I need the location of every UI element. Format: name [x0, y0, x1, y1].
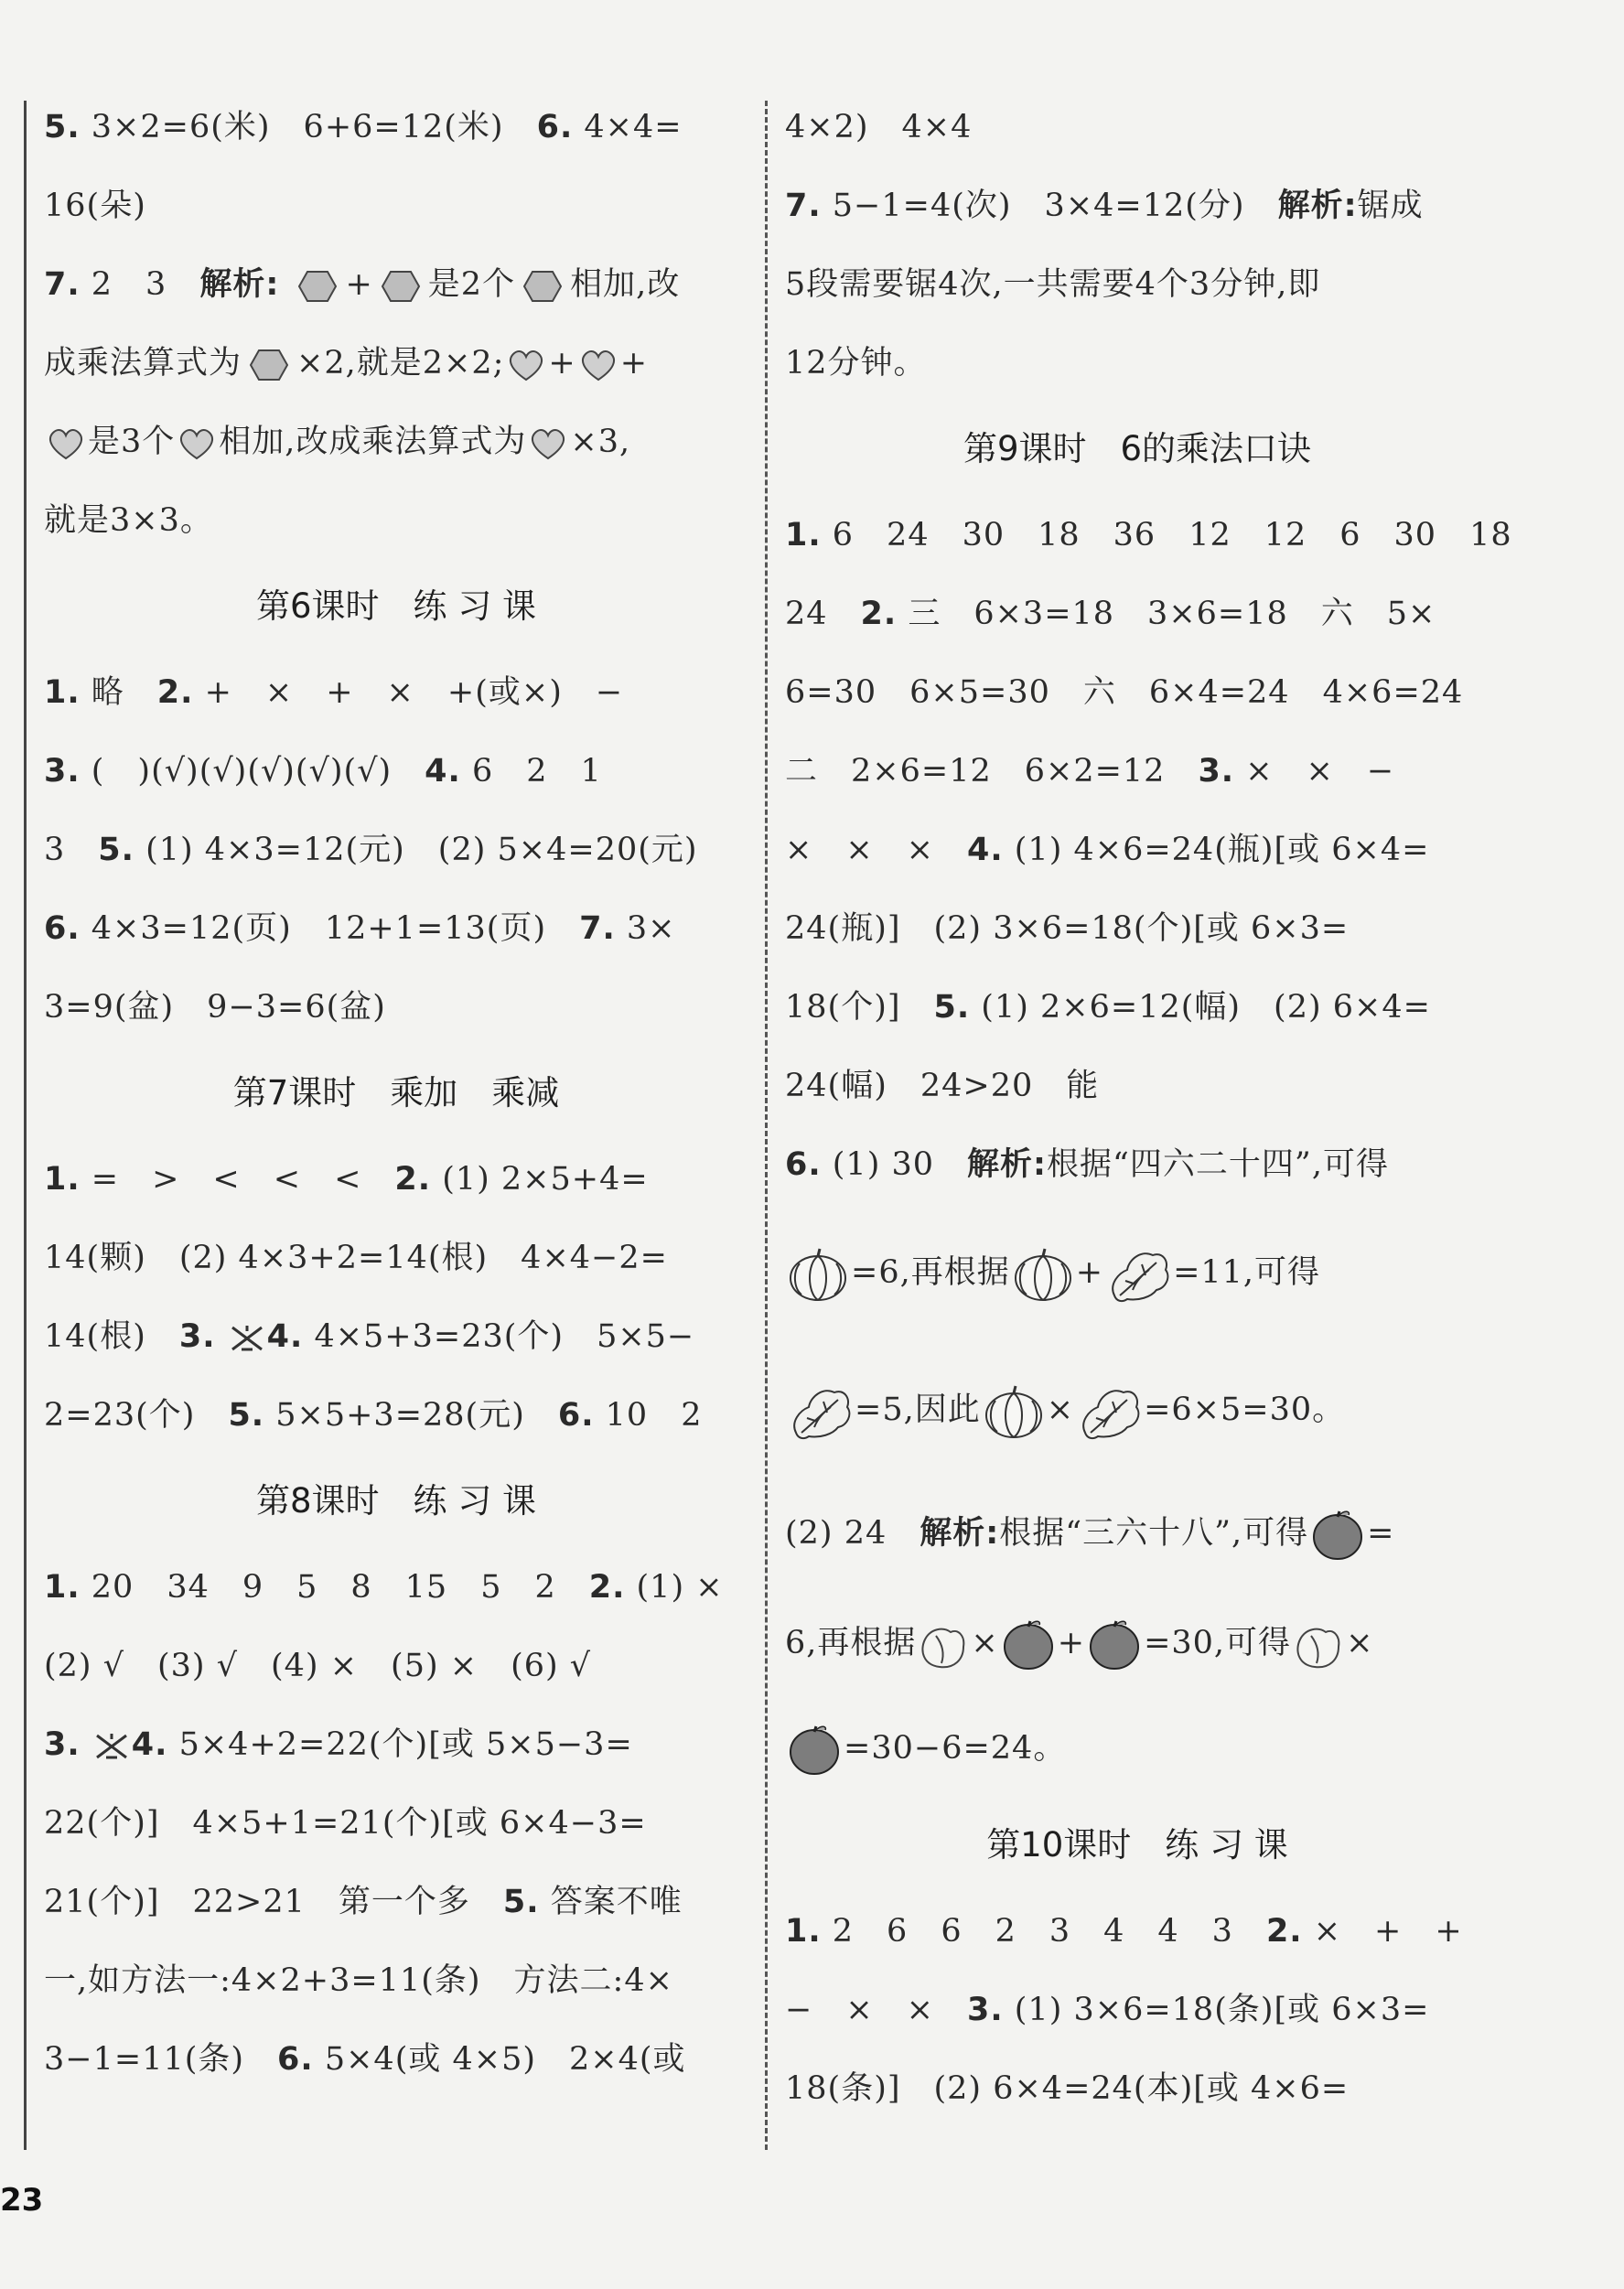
- answer-line: 2=23(个) 5. 5×5+3=28(元) 6. 10 2: [44, 1397, 703, 1434]
- answer-line: 6. (1) 30 解析:根据“四六二十四”,可得: [785, 1146, 1389, 1183]
- answer-line: 21(个)] 22>21 第一个多 5. 答案不唯: [44, 1884, 683, 1920]
- answer-line: 14(颗) (2) 4×3+2=14(根) 4×4−2=: [44, 1240, 668, 1276]
- section-title-lesson-8: 第8课时 练 习 课: [255, 1481, 537, 1521]
- apple-icon: [1310, 1510, 1365, 1561]
- answer-line: 成乘法算式为 ×2,就是2×2; + +: [44, 345, 649, 382]
- answer-line: 18(条)] (2) 6×4=24(本)[或 4×6=: [785, 2070, 1350, 2107]
- matching-lines-icon: [229, 1322, 265, 1355]
- heart-icon: [46, 425, 86, 462]
- answer-line: 6=30 6×5=30 六 6×4=24 4×6=24: [785, 674, 1464, 711]
- apple-icon: [1001, 1619, 1056, 1671]
- right-column: [785, 88, 1512, 2128]
- answer-line: 3. 4. 5×4+2=22(个)[或 5×5−3=: [44, 1726, 633, 1763]
- answer-line: × × × 4. (1) 4×6=24(瓶)[或 6×4=: [785, 832, 1430, 868]
- left-margin-rule: [24, 101, 27, 2150]
- heart-icon: [528, 425, 568, 462]
- answer-line: 24(瓶)] (2) 3×6=18(个)[或 6×3=: [785, 910, 1350, 947]
- hexagon-icon: [375, 268, 426, 305]
- hexagon-icon: [517, 268, 568, 305]
- answer-line: (2) 24 解析:根据“三六十八”,可得 =: [785, 1478, 1490, 1588]
- answer-line: =6,再根据 + =11,可得: [785, 1204, 1490, 1341]
- answer-line: 二 2×6=12 6×2=12 3. × × −: [785, 753, 1395, 790]
- cabbage-icon: [1076, 1381, 1142, 1442]
- answer-line: 24 2. 三 6×3=18 3×6=18 六 5×: [785, 596, 1436, 632]
- answer-line: 3 5. (1) 4×3=12(元) (2) 5×4=20(元): [44, 832, 698, 868]
- answer-line: − × × 3. (1) 3×6=18(条)[或 6×3=: [785, 1992, 1430, 2028]
- section-title-lesson-9: 第9课时 6的乘法口诀: [963, 429, 1312, 468]
- heart-icon: [506, 347, 546, 383]
- answer-line: 就是3×3。: [44, 502, 213, 539]
- section-title-lesson-10: 第10课时 练 习 课: [986, 1825, 1288, 1865]
- answer-line: 4×2) 4×4: [785, 109, 973, 145]
- answer-line: 12分钟。: [785, 345, 927, 382]
- heart-icon: [578, 347, 618, 383]
- pumpkin-icon: [787, 1245, 849, 1304]
- answer-line: 6. 4×3=12(页) 12+1=13(页) 7. 3×: [44, 910, 676, 947]
- answer-line: 1. 略 2. + × + × +(或×) −: [44, 674, 624, 711]
- answer-line: 5段需要锯4次,一共需要4个3分钟,即: [785, 266, 1321, 303]
- answer-line: 1. 2 6 6 2 3 4 4 3 2. × + +: [785, 1913, 1463, 1950]
- answer-line: 7. 5−1=4(次) 3×4=12(分) 解析:锯成: [785, 188, 1424, 224]
- answer-line: 一,如方法一:4×2+3=11(条) 方法二:4×: [44, 1962, 673, 1999]
- section-title-lesson-6: 第6课时 练 习 课: [255, 586, 537, 626]
- cabbage-icon: [1105, 1244, 1171, 1305]
- column-divider: [765, 101, 768, 2150]
- answer-line: 6,再根据 × + =30,可得 ×: [785, 1588, 1490, 1698]
- answer-line: 3. ( )(√)(√)(√)(√)(√) 4. 6 2 1: [44, 753, 602, 790]
- apple-icon: [787, 1725, 842, 1776]
- pumpkin-icon: [1012, 1245, 1074, 1304]
- answer-line: 7. 2 3 解析: + 是2个 相加,改: [44, 266, 681, 303]
- answer-line: =30−6=24。: [785, 1698, 1490, 1799]
- hexagon-icon: [243, 347, 295, 383]
- peach-icon: [1293, 1619, 1344, 1671]
- answer-line: 1. 20 34 9 5 8 15 5 2 2. (1) ×: [44, 1569, 724, 1606]
- answer-line: 是3个 相加,改成乘法算式为 ×3,: [44, 403, 748, 481]
- apple-icon: [1087, 1619, 1142, 1671]
- hexagon-icon: [292, 268, 343, 305]
- cabbage-icon: [787, 1381, 853, 1442]
- answer-line: 1. = > < < < 2. (1) 2×5+4=: [44, 1161, 649, 1198]
- answer-line: 5. 3×2=6(米) 6+6=12(米) 6. 4×4=: [44, 109, 683, 145]
- peach-icon: [918, 1619, 969, 1671]
- page-number: 23: [0, 2182, 44, 2219]
- answer-line: 18(个)] 5. (1) 2×6=12(幅) (2) 6×4=: [785, 989, 1431, 1026]
- answer-line: 14(根) 3. 4. 4×5+3=23(个) 5×5−: [44, 1318, 695, 1355]
- pumpkin-icon: [983, 1382, 1045, 1441]
- answer-line: 1. 6 24 30 18 36 12 12 6 30 18: [785, 517, 1512, 553]
- section-title-lesson-7: 第7课时 乘加 乘减: [232, 1073, 560, 1112]
- heart-icon: [177, 425, 217, 462]
- answer-line: 22(个)] 4×5+1=21(个)[或 6×4−3=: [44, 1805, 647, 1842]
- answer-line: 3−1=11(条) 6. 5×4(或 4×5) 2×4(或: [44, 2041, 686, 2078]
- answer-line: (2) √ (3) √ (4) × (5) × (6) √: [44, 1648, 592, 1684]
- matching-lines-icon: [93, 1730, 130, 1763]
- left-column: [44, 88, 748, 2099]
- answer-line: 3=9(盆) 9−3=6(盆): [44, 989, 386, 1026]
- answer-line: =5,因此 × =6×5=30。: [785, 1341, 1490, 1478]
- answer-line: 24(幅) 24>20 能: [785, 1068, 1100, 1104]
- answer-line: 16(朵): [44, 188, 146, 224]
